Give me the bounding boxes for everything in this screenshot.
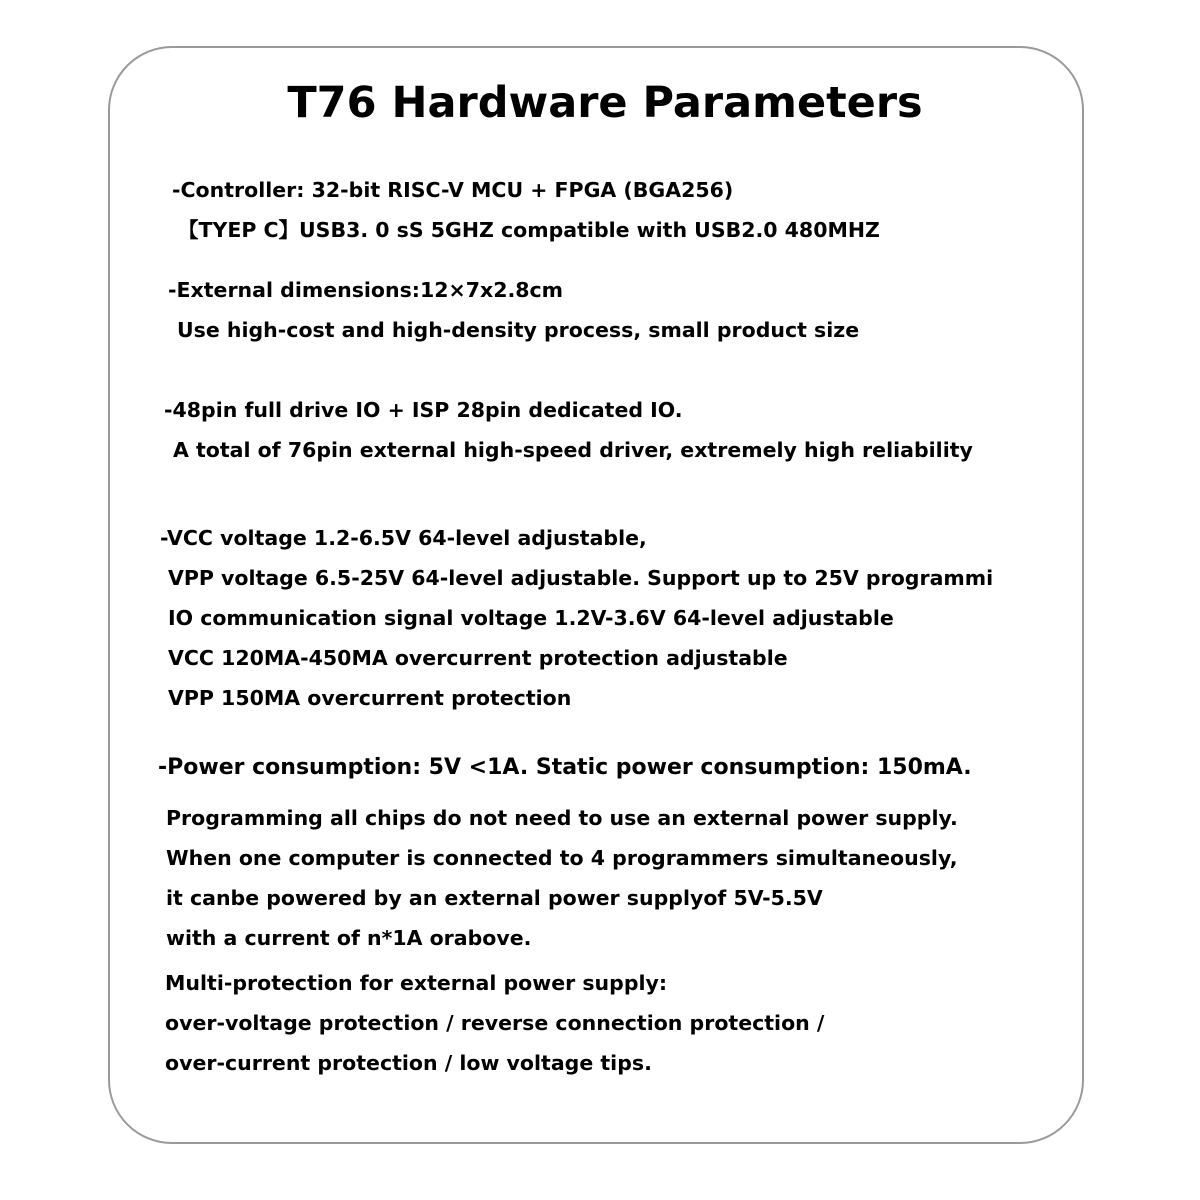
page-title: T76 Hardware Parameters <box>287 78 923 128</box>
multi-protection-line: Multi-protection for external power supply: <box>165 971 668 995</box>
vpp-overcurrent-line: VPP 150MA overcurrent protection <box>168 686 572 710</box>
usb-line: 【TYEP C】USB3. 0 sS 5GHZ compatible with USB2.0 480MHZ <box>178 218 880 242</box>
io-pins-line: -48pin full drive IO + ISP 28pin dedicated IO. <box>164 398 683 422</box>
multi-programmer-line: When one computer is connected to 4 programmers simultaneously, <box>166 846 958 870</box>
external-supply-line: it canbe powered by an external power supplyof 5V-5.5V <box>166 886 823 910</box>
voltage-reverse-protection-line: over-voltage protection / reverse connection protection / <box>165 1011 825 1035</box>
vcc-overcurrent-line: VCC 120MA-450MA overcurrent protection adjustable <box>168 646 788 670</box>
vpp-voltage-line: VPP voltage 6.5-25V 64-level adjustable. Support up to 25V programmi <box>168 566 994 590</box>
vcc-voltage-line: -VCC voltage 1.2-6.5V 64-level adjustable, <box>160 526 647 550</box>
current-low-voltage-line: over-current protection / low voltage tips. <box>165 1051 652 1075</box>
driver-line: A total of 76pin external high-speed driver, extremely high reliability <box>173 438 973 462</box>
process-line: Use high-cost and high-density process, small product size <box>177 318 860 342</box>
power-consumption-line: -Power consumption: 5V <1A. Static power consumption: 150mA. <box>158 755 972 780</box>
io-signal-voltage-line: IO communication signal voltage 1.2V-3.6V 64-level adjustable <box>168 606 894 630</box>
controller-line: -Controller: 32-bit RISC-V MCU + FPGA (BGA256) <box>172 178 734 202</box>
current-line: with a current of n*1A orabove. <box>166 926 532 950</box>
dimensions-line: -External dimensions:12×7x2.8cm <box>168 278 564 302</box>
power-supply-line: Programming all chips do not need to use an external power supply. <box>166 806 958 830</box>
